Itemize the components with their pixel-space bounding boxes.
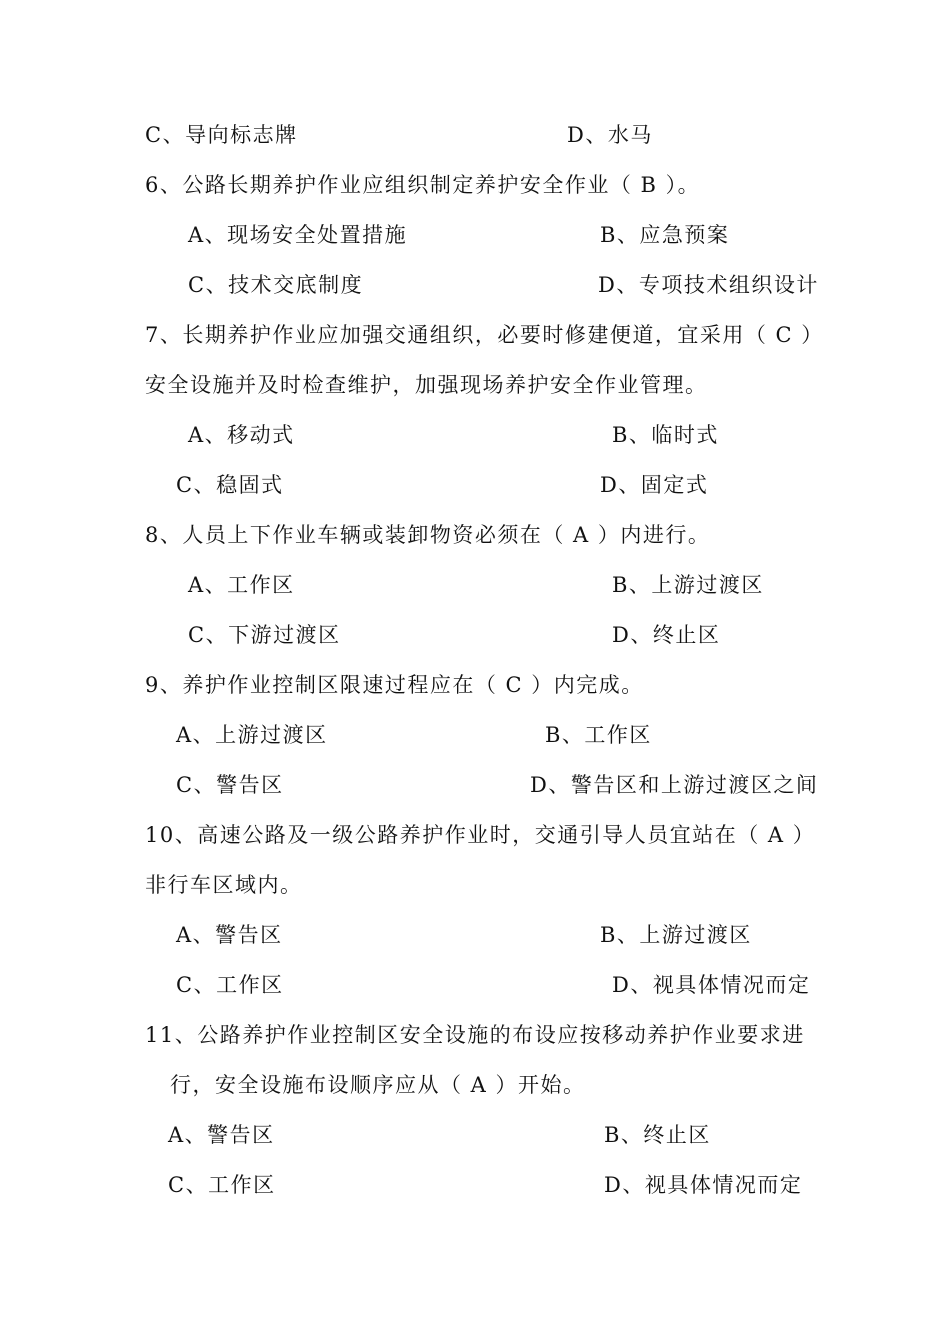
q7-option-a: A、移动式	[188, 423, 295, 447]
question-10-line-2: 非行车区域内。	[145, 873, 303, 897]
q10-option-d: D、视具体情况而定	[612, 973, 811, 997]
question-10-line-1: 10、高速公路及一级公路养护作业时，交通引导人员宜站在（ A ）	[145, 823, 816, 847]
question-7-line-2: 安全设施并及时检查维护，加强现场养护安全作业管理。	[145, 373, 708, 397]
q8-option-c: C、下游过渡区	[188, 623, 341, 647]
q11-option-d: D、视具体情况而定	[604, 1173, 803, 1197]
q11-option-a: A、警告区	[168, 1123, 275, 1147]
q5-option-d: D、水马	[567, 123, 653, 147]
q8-option-b: B、上游过渡区	[612, 573, 764, 597]
question-11-line-1: 11、公路养护作业控制区安全设施的布设应按移动养护作业要求进	[145, 1023, 805, 1047]
q9-option-a: A、上游过渡区	[176, 723, 328, 747]
q7-option-b: B、临时式	[612, 423, 719, 447]
q9-option-b: B、工作区	[545, 723, 652, 747]
q6-option-a: A、现场安全处置措施	[188, 223, 408, 247]
question-7-line-1: 7、长期养护作业应加强交通组织，必要时修建便道，宜采用（ C ）	[145, 323, 824, 347]
q9-option-d: D、警告区和上游过渡区之间	[530, 773, 819, 797]
q9-option-c: C、警告区	[176, 773, 284, 797]
q7-option-d: D、固定式	[600, 473, 709, 497]
q5-option-c: C、导向标志牌	[145, 123, 298, 147]
q6-option-d: D、专项技术组织设计	[598, 273, 819, 297]
q10-option-c: C、工作区	[176, 973, 284, 997]
q6-option-c: C、技术交底制度	[188, 273, 364, 297]
q6-option-b: B、应急预案	[600, 223, 730, 247]
question-6: 6、公路长期养护作业应组织制定养护安全作业（ B ）。	[145, 173, 701, 197]
q11-option-b: B、终止区	[604, 1123, 711, 1147]
q11-option-c: C、工作区	[168, 1173, 276, 1197]
q10-option-a: A、警告区	[176, 923, 283, 947]
q8-option-a: A、工作区	[188, 573, 295, 597]
question-8: 8、人员上下作业车辆或装卸物资必须在（ A ）内进行。	[145, 523, 711, 547]
q10-option-b: B、上游过渡区	[600, 923, 752, 947]
question-9: 9、养护作业控制区限速过程应在（ C ）内完成。	[145, 673, 644, 697]
question-11-line-2: 行，安全设施布设顺序应从（ A ）开始。	[170, 1073, 586, 1097]
q8-option-d: D、终止区	[612, 623, 721, 647]
q7-option-c: C、稳固式	[176, 473, 284, 497]
